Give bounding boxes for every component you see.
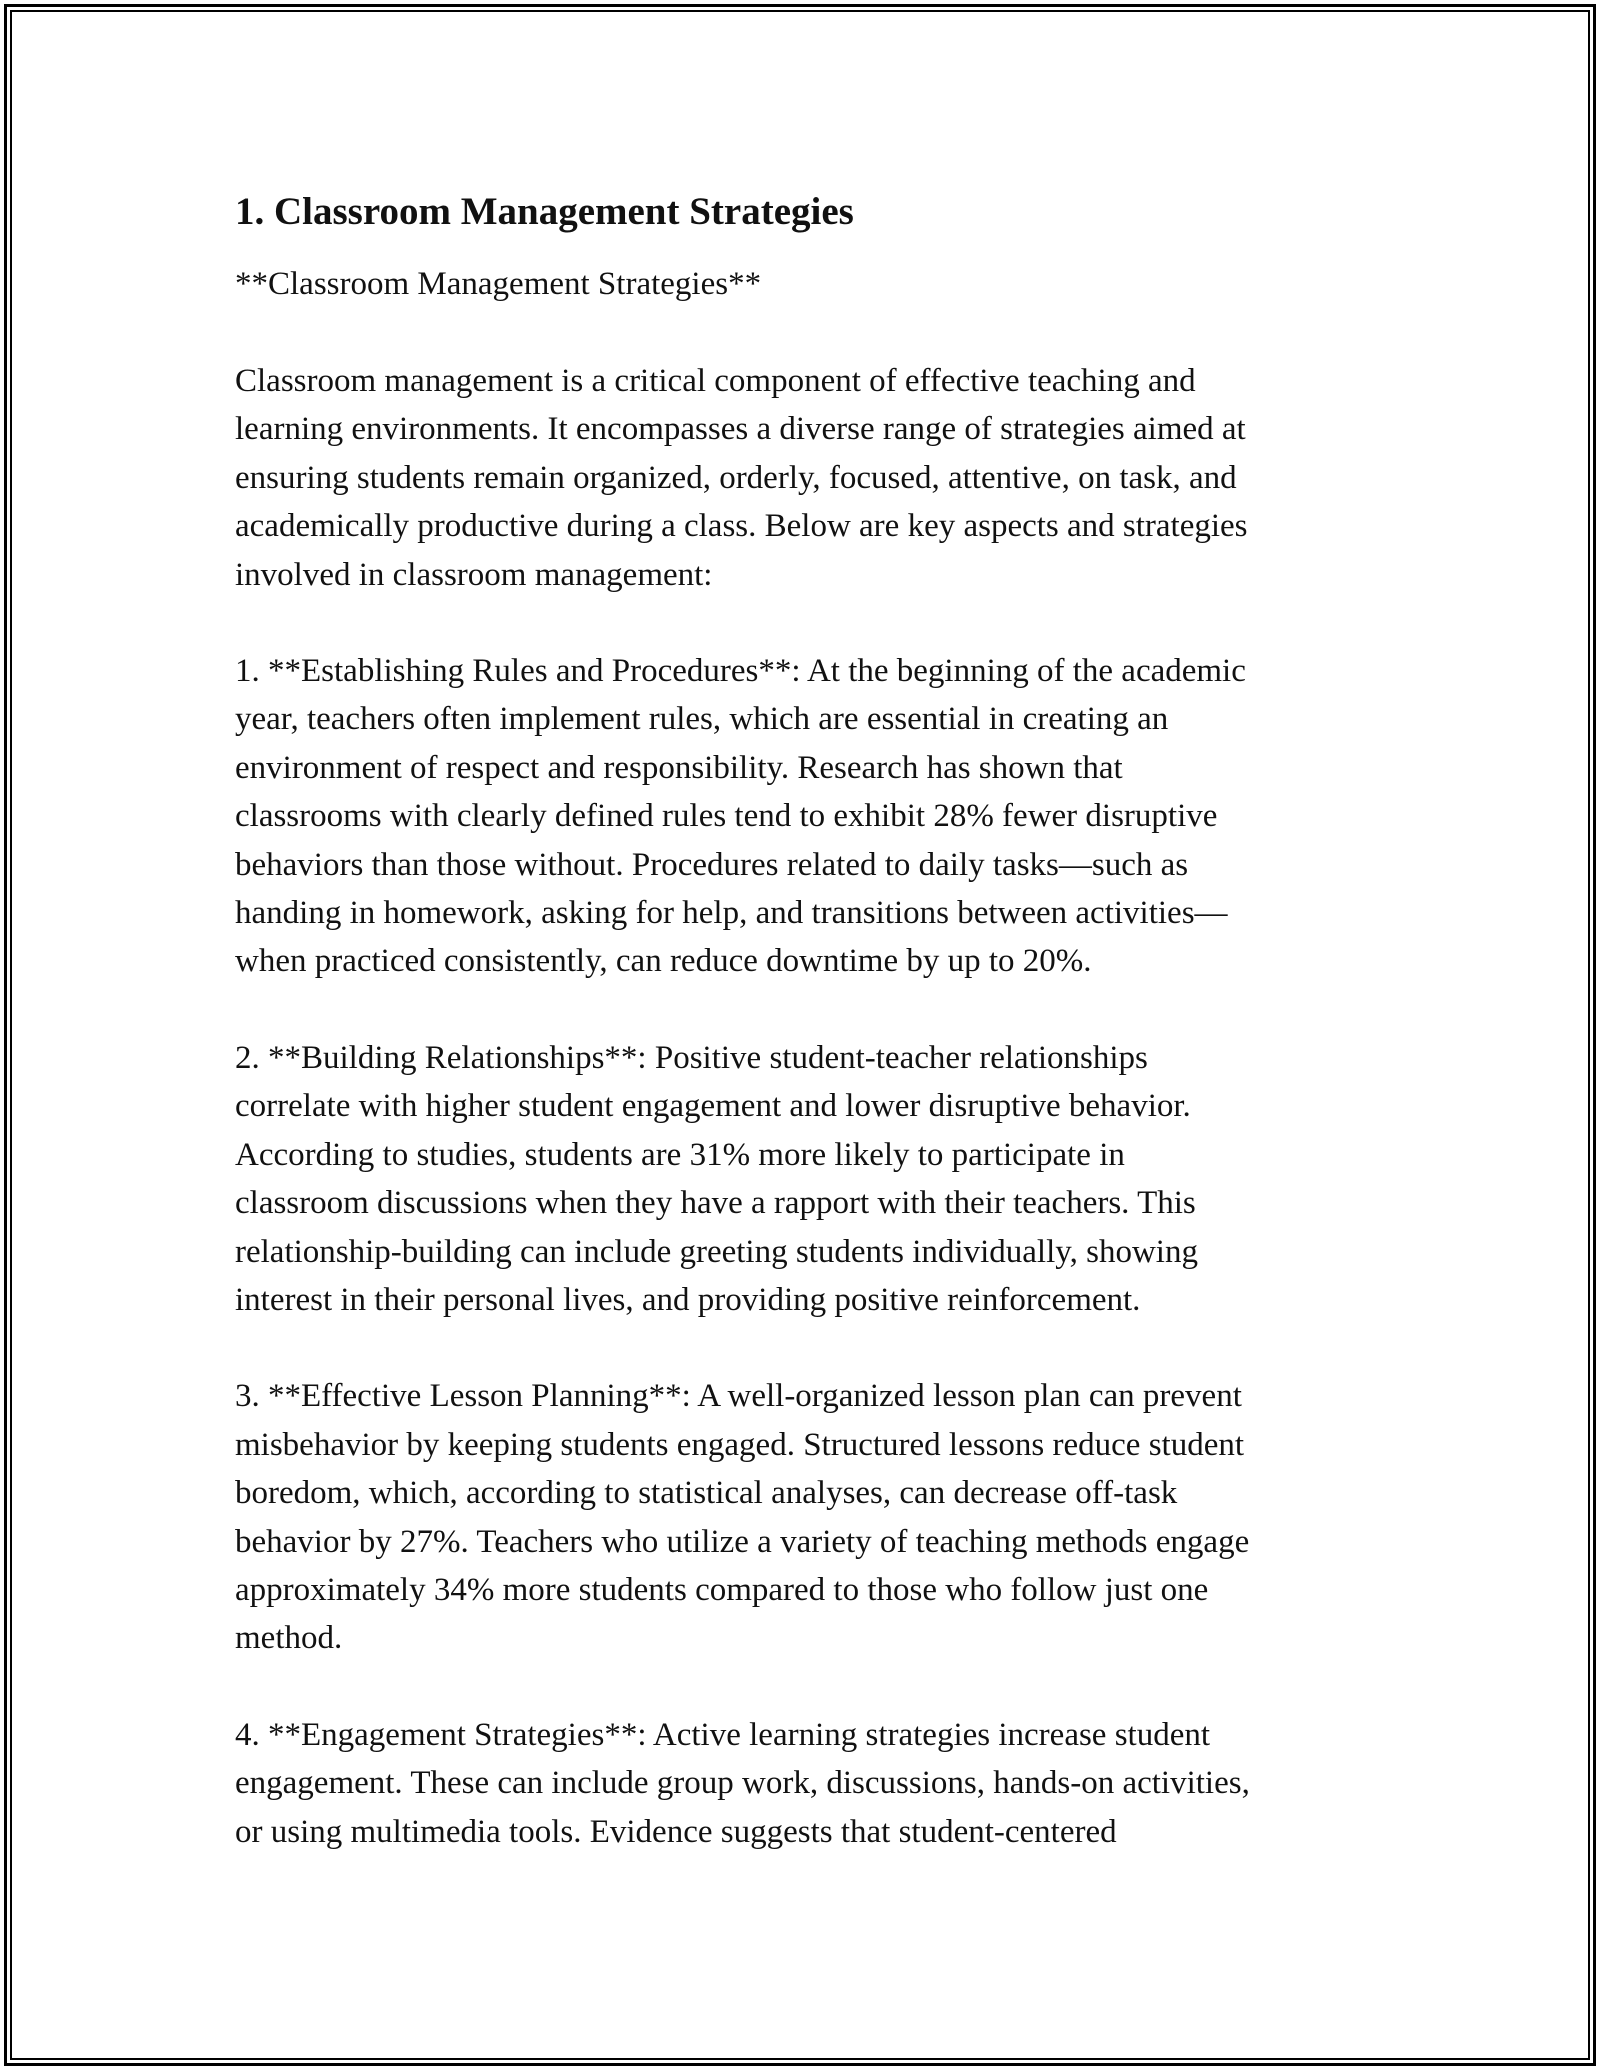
section-subtitle: **Classroom Management Strategies** [235, 266, 762, 302]
paragraph-intro: Classroom management is a critical component of effective teaching and learning environments. It encompasses a diverse range of strategies aimed at ensuring students remain organized, orderly, focused, attentive, on task, and academically productive during a class. Below are key aspects and strategies involved in classroom management: [235, 363, 1248, 593]
paragraph-rules-procedures: 1. **Establishing Rules and Procedures**: At the beginning of the academic year, teachers often implement rules, which are essential in creating an environment of respect and responsibility. Research has shown that classrooms with clearly defined rules tend to exhibit 28% fewer disruptive behaviors than those without. Procedures related to daily tasks—such as handing in homework, asking for help, and transitions between activities— when practiced consistently, can reduce downtime by up to 20%. [235, 653, 1246, 980]
section-heading: 1. Classroom Management Strategies [235, 190, 854, 233]
paragraph-lesson-planning: 3. **Effective Lesson Planning**: A well-organized lesson plan can prevent misbehavior by keeping students engaged. Structured lessons reduce student boredom, which, according to statistical analyses, can decrease off-task behavior by 27%. Teachers who utilize a variety of teaching methods engage approximately 34% more students compared to those who follow just one method. [235, 1378, 1250, 1657]
paragraph-building-relationships: 2. **Building Relationships**: Positive student-teacher relationships correlate with higher student engagement and lower disruptive behavior. According to studies, students are 31% more likely to participate in classroom discussions when they have a rapport with their teachers. This relationship-building can include greeting students individually, showing interest in their personal lives, and providing positive reinforcement. [235, 1039, 1198, 1318]
paragraph-engagement-strategies: 4. **Engagement Strategies**: Active learning strategies increase student engagement. These can include group work, discussions, hands-on activities, or using multimedia tools. Evidence suggests that student-centered [235, 1716, 1250, 1850]
document-body [235, 186, 1385, 1904]
